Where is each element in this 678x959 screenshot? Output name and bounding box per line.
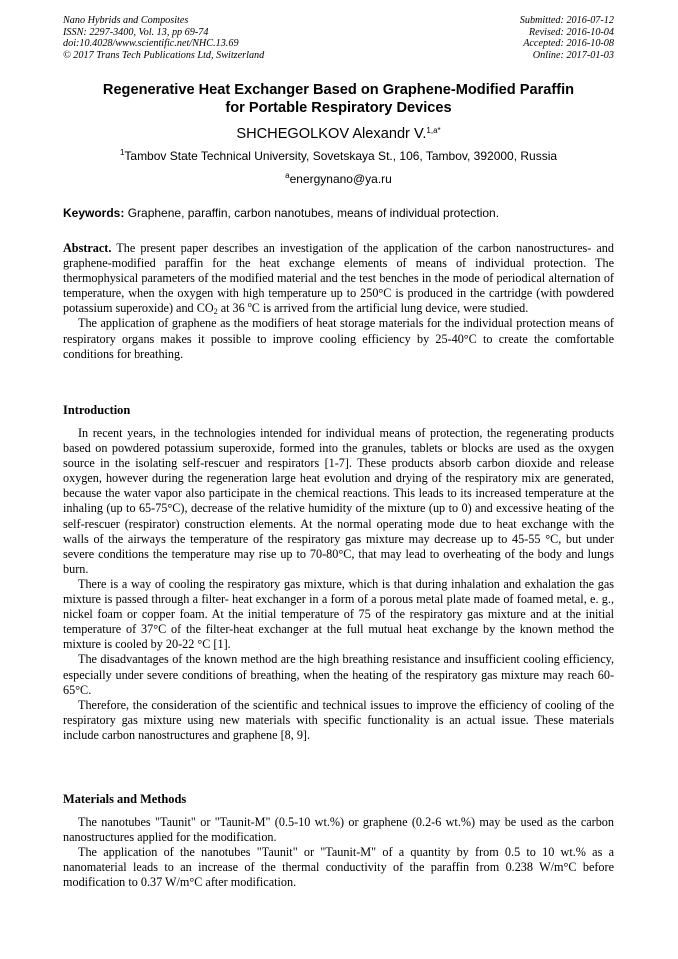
introduction-paragraph-2: There is a way of cooling the respiratory gas mixture, which is that during inhalation and exhalation the gas mixture is passed through a filter- heat exchanger in a form of a porous metal plate made of foamed metal, e. g., nickel foam or copper foam. At the initial temperature of 75 of the respiratory gas mixture and at the initial temperature of 37°C of the filter-heat exchanger at the full mutual heat exchange by the known method the mixture is cooled by 20-22 °C [1]. bbox=[63, 576, 614, 652]
affiliation bbox=[63, 149, 614, 164]
journal-header bbox=[63, 15, 264, 61]
materials-paragraph-1: The nanotubes "Taunit" or "Taunit-M" (0.5-10 wt.%) or graphene (0.2-6 wt.%) may be used as the carbon nanostructures applied for the modification. bbox=[63, 815, 614, 845]
degree-superscript: o bbox=[247, 300, 252, 310]
author-line bbox=[63, 125, 614, 143]
title-line-1: Regenerative Heat Exchanger Based on Graphene-Modified Paraffin bbox=[102, 82, 575, 98]
dates-header bbox=[520, 15, 614, 61]
introduction-heading: Introduction bbox=[63, 403, 131, 417]
email-superscript: a bbox=[285, 171, 290, 180]
keywords-text: Graphene, paraffin, carbon nanotubes, means of individual protection. bbox=[124, 206, 500, 220]
journal-doi: doi:10.4028/www.scientific.net/NHC.13.69 bbox=[63, 38, 239, 50]
abstract-paragraph-1 bbox=[63, 241, 614, 316]
abstract-text-c: C is arrived from the artificial lung device, were studied. bbox=[251, 301, 529, 316]
affiliation-superscript: 1 bbox=[119, 148, 125, 157]
materials-body bbox=[63, 815, 614, 890]
email-line bbox=[63, 172, 614, 187]
abstract bbox=[63, 241, 614, 362]
affiliation-text: Tambov State Technical University, Sovetskaya St., 106, Tambov, 392000, Russia bbox=[124, 149, 558, 163]
introduction-paragraph-4: Therefore, the consideration of the scientific and technical issues to improve the efficiency of cooling of the respiratory gas mixture using new materials with specific functionality is an actual issue. These materials include carbon nanostructures and graphene [8, 9]. bbox=[63, 697, 614, 742]
author-superscript: 1,a* bbox=[426, 126, 441, 135]
online-date: Online: 2017-01-03 bbox=[532, 49, 614, 61]
journal-issn: ISSN: 2297-3400, Vol. 13, pp 69-74 bbox=[63, 26, 209, 38]
author-name: SHCHEGOLKOV Alexandr V. bbox=[236, 126, 427, 142]
title-line-2: for Portable Respiratory Devices bbox=[225, 100, 452, 116]
introduction-paragraph-3: The disadvantages of the known method are the high breathing resistance and insufficient cooling efficiency, especially under severe conditions of breathing, when the heating of the respiratory gas mixture may reach 60-65°C. bbox=[63, 652, 614, 697]
keywords-label: Keywords: bbox=[63, 206, 125, 220]
abstract-label: Abstract. bbox=[63, 241, 112, 255]
introduction-body bbox=[63, 426, 614, 743]
co2-subscript: 2 bbox=[213, 307, 218, 317]
materials-heading: Materials and Methods bbox=[63, 792, 187, 806]
keywords bbox=[63, 206, 614, 221]
email-address[interactable]: energynano@ya.ru bbox=[289, 172, 392, 186]
submitted-date: Submitted: 2016-07-12 bbox=[519, 15, 614, 26]
revised-date: Revised: 2016-10-04 bbox=[528, 26, 614, 38]
paper-title bbox=[63, 81, 614, 117]
abstract-text-a: The present paper describes an investigation of the application of the carbon nanostructures- and graphene-modified paraffin for the heat exchange elements of means of individual protection. The thermophysical parameters of the modified material and the test benches in the mode of periodical alternation of temperature, when the oxygen with high temperature up to 250°C is produced in the cartridge (with powdered potassium superoxide) and CO bbox=[63, 241, 614, 316]
accepted-date: Accepted: 2016-10-08 bbox=[523, 38, 614, 50]
introduction-paragraph-1: In recent years, in the technologies intended for individual means of protection, the regenerating products based on powdered potassium superoxide, formed into the granules, tablets or blocks are used as the oxygen source in the isolating self-rescuer and respirators [1-7]. These products absorb carbon dioxide and release oxygen, however during the regeneration large heat evolution and drying of the respiratory mix are generated, because the water vapor also participate in the chemical reactions. This leads to its increased temperature at the inhaling (up to 65-75°C), decrease of the relative humidity of the mixture (up to 0) and excessive heating of the self-rescuer (respirator) construction elements. At the normal operating mode due to heat exchange with the walls of the airways the temperature of the respiratory gas mixture may decrease up to 45-55 °C, but under severe conditions the temperature may rise up to 70-80°C, that may lead to overheating of the body and lungs burn. bbox=[63, 426, 614, 576]
journal-name: Nano Hybrids and Composites bbox=[63, 15, 189, 26]
materials-paragraph-2: The application of the nanotubes "Taunit" or "Taunit-M" of a quantity by from 0.5 to 10 wt.% as a nanomaterial leads to an increase of the thermal conductivity of the paraffin from 0.238 W/m°C before modification to 0.37 W/m°C after modification. bbox=[63, 845, 614, 890]
journal-copyright: © 2017 Trans Tech Publications Ltd, Switzerland bbox=[63, 49, 265, 61]
abstract-paragraph-2: The application of graphene as the modifiers of heat storage materials for the individual protection means of respiratory organs makes it possible to improve cooling efficiency by 25-40°C to create the comfortable conditions for breathing. bbox=[63, 316, 614, 361]
abstract-text-b: at 36 bbox=[217, 301, 248, 316]
